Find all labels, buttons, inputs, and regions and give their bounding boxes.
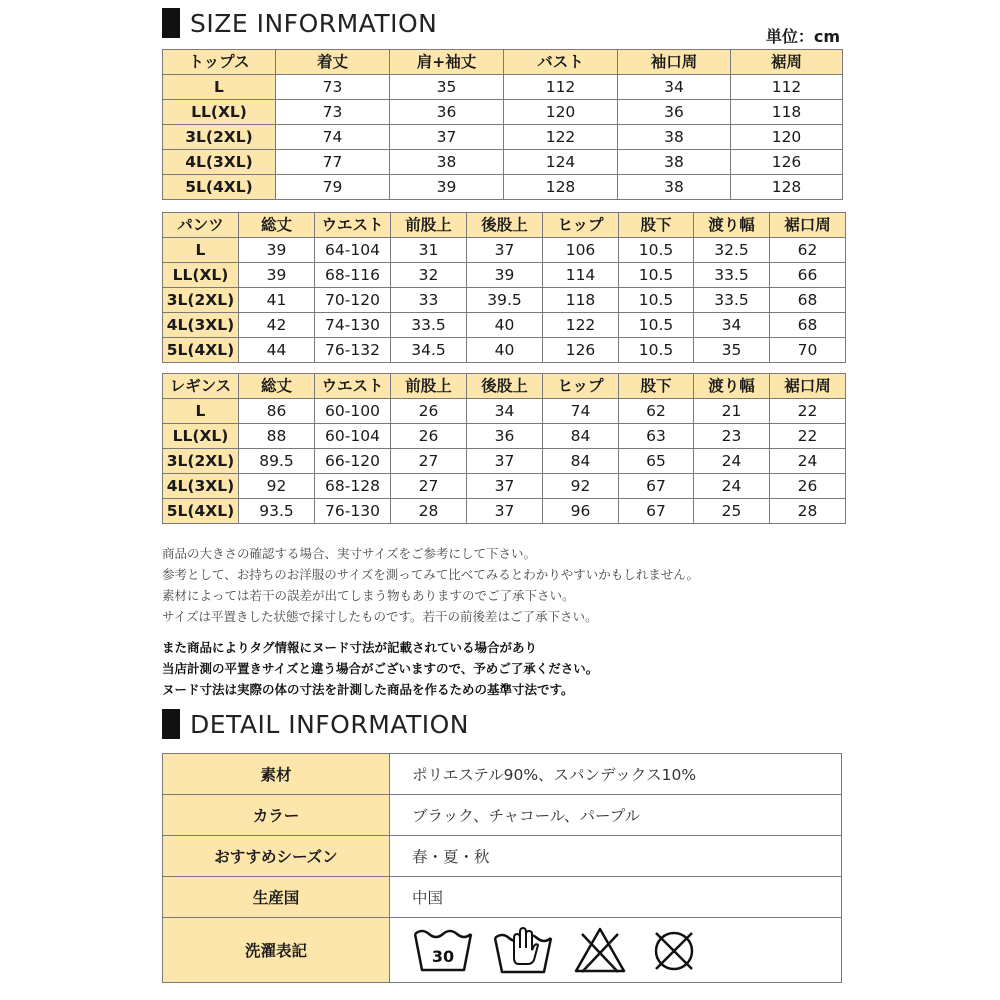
table-cell: 35 (694, 338, 770, 363)
table-cell: 10.5 (619, 288, 694, 313)
table-cell: 67 (619, 499, 694, 524)
size-label-cell: 3L(2XL) (163, 288, 239, 313)
table-cell: 44 (239, 338, 315, 363)
table-cell: 38 (390, 150, 504, 175)
table-column-header: ウエスト (315, 374, 391, 399)
tops-size-table (162, 49, 843, 200)
unit-label: 単位：cm (765, 27, 840, 46)
table-cell: 62 (619, 399, 694, 424)
table-cell: 114 (543, 263, 619, 288)
table-cell: 39 (390, 175, 504, 200)
table-cell: 36 (618, 100, 731, 125)
size-label-cell: 5L(4XL) (163, 499, 239, 524)
table-column-header: 肩+袖丈 (390, 50, 504, 75)
detail-value: ポリエステル90%、スパンデックス10% (390, 754, 842, 795)
table-cell: 33 (391, 288, 467, 313)
wash-temp-text: 30 (431, 947, 455, 966)
table-row (163, 263, 846, 288)
detail-value: 中国 (390, 877, 842, 918)
table-cell: 42 (239, 313, 315, 338)
table-category-header: レギンス (163, 374, 239, 399)
table-column-header: 後股上 (467, 374, 543, 399)
table-cell: 84 (543, 424, 619, 449)
table-cell: 27 (391, 474, 467, 499)
size-label-cell: 5L(4XL) (163, 175, 276, 200)
size-label-cell: LL(XL) (163, 263, 239, 288)
table-cell: 84 (543, 449, 619, 474)
size-label-cell: 4L(3XL) (163, 474, 239, 499)
table-cell: 26 (770, 474, 846, 499)
table-cell: 118 (731, 100, 843, 125)
table-column-header: 総丈 (239, 213, 315, 238)
table-row (163, 238, 846, 263)
hand-wash-icon (492, 924, 554, 976)
table-cell: 27 (391, 449, 467, 474)
table-cell: 86 (239, 399, 315, 424)
detail-label: おすすめシーズン (163, 836, 390, 877)
detail-label: 洗濯表記 (163, 918, 390, 983)
table-category-header: パンツ (163, 213, 239, 238)
table-cell: 10.5 (619, 313, 694, 338)
table-cell: 66 (770, 263, 846, 288)
table-column-header: 渡り幅 (694, 374, 770, 399)
table-cell: 33.5 (694, 263, 770, 288)
table-cell: 35 (390, 75, 504, 100)
table-cell: 26 (391, 399, 467, 424)
size-label-cell: L (163, 399, 239, 424)
table-cell: 34 (467, 399, 543, 424)
table-row (163, 175, 843, 200)
leggings-size-table (162, 373, 846, 524)
table-column-header: 裾口周 (770, 374, 846, 399)
table-row (163, 399, 846, 424)
table-cell: 34 (694, 313, 770, 338)
table-column-header: 裾周 (731, 50, 843, 75)
detail-label: カラー (163, 795, 390, 836)
table-cell: 67 (619, 474, 694, 499)
table-cell: 38 (618, 150, 731, 175)
table-row (163, 449, 846, 474)
table-cell: 73 (276, 100, 390, 125)
table-row (163, 474, 846, 499)
table-cell: 37 (390, 125, 504, 150)
table-row (163, 125, 843, 150)
table-cell: 38 (618, 175, 731, 200)
table-column-header: 前股上 (391, 374, 467, 399)
table-cell: 21 (694, 399, 770, 424)
table-column-header: ウエスト (315, 213, 391, 238)
note-line: 参考として、お持ちのお洋服のサイズを測ってみて比べてみるとわかりやすいかもしれません。 (162, 567, 700, 582)
table-cell: 79 (276, 175, 390, 200)
table-row (163, 75, 843, 100)
detail-table (162, 753, 842, 983)
detail-section-title: DETAIL INFORMATION (190, 709, 469, 739)
table-header-row (163, 213, 846, 238)
table-cell: 66-120 (315, 449, 391, 474)
care-icons (390, 918, 842, 983)
table-cell: 89.5 (239, 449, 315, 474)
table-cell: 22 (770, 399, 846, 424)
detail-row-season (163, 836, 842, 877)
table-cell: 32.5 (694, 238, 770, 263)
table-cell: 92 (239, 474, 315, 499)
note-line: 当店計測の平置きサイズと違う場合がございますので、予めご了承ください。 (162, 661, 599, 676)
table-cell: 93.5 (239, 499, 315, 524)
size-label-cell: 3L(2XL) (163, 125, 276, 150)
no-tumble-dry-icon (646, 924, 702, 976)
table-cell: 124 (504, 150, 618, 175)
table-cell: 68-128 (315, 474, 391, 499)
size-label-cell: 3L(2XL) (163, 449, 239, 474)
table-cell: 68-116 (315, 263, 391, 288)
table-cell: 39 (467, 263, 543, 288)
table-column-header: 股下 (619, 213, 694, 238)
table-row (163, 150, 843, 175)
size-notes (162, 543, 699, 627)
table-cell: 62 (770, 238, 846, 263)
table-cell: 32 (391, 263, 467, 288)
table-cell: 34.5 (391, 338, 467, 363)
table-cell: 10.5 (619, 338, 694, 363)
table-cell: 39 (239, 263, 315, 288)
table-cell: 77 (276, 150, 390, 175)
table-row (163, 338, 846, 363)
table-cell: 76-130 (315, 499, 391, 524)
table-cell: 120 (504, 100, 618, 125)
table-row (163, 424, 846, 449)
note-line: ヌード寸法は実際の体の寸法を計測した商品を作るための基準寸法です。 (162, 682, 574, 697)
table-cell: 128 (731, 175, 843, 200)
table-column-header: 前股上 (391, 213, 467, 238)
table-cell: 65 (619, 449, 694, 474)
table-cell: 76-132 (315, 338, 391, 363)
table-cell: 96 (543, 499, 619, 524)
note-line: また商品によりタグ情報にヌード寸法が記載されている場合があり (162, 640, 538, 655)
table-column-header: 股下 (619, 374, 694, 399)
wash-30-icon (412, 924, 474, 976)
table-cell: 40 (467, 313, 543, 338)
table-cell: 37 (467, 474, 543, 499)
table-column-header: 渡り幅 (694, 213, 770, 238)
table-row (163, 100, 843, 125)
table-cell: 74 (543, 399, 619, 424)
table-cell: 112 (504, 75, 618, 100)
table-cell: 33.5 (391, 313, 467, 338)
detail-value: 春・夏・秋 (390, 836, 842, 877)
table-cell: 126 (543, 338, 619, 363)
table-cell: 22 (770, 424, 846, 449)
table-cell: 25 (694, 499, 770, 524)
section-marker (162, 8, 180, 38)
note-line: 素材によっては若干の誤差が出てしまう物もありますのでご了承下さい。 (162, 588, 575, 603)
detail-section-header (162, 709, 469, 739)
size-label-cell: 5L(4XL) (163, 338, 239, 363)
table-cell: 122 (504, 125, 618, 150)
table-column-header: 裾口周 (770, 213, 846, 238)
table-cell: 74-130 (315, 313, 391, 338)
table-column-header: ヒップ (543, 374, 619, 399)
table-cell: 106 (543, 238, 619, 263)
size-section-title: SIZE INFORMATION (190, 8, 438, 38)
size-section-header (162, 8, 437, 38)
table-cell: 40 (467, 338, 543, 363)
table-cell: 60-100 (315, 399, 391, 424)
table-cell: 28 (770, 499, 846, 524)
table-cell: 37 (467, 449, 543, 474)
table-column-header: ヒップ (543, 213, 619, 238)
nude-size-notes (162, 637, 598, 700)
size-label-cell: L (163, 75, 276, 100)
detail-row-origin (163, 877, 842, 918)
table-cell: 118 (543, 288, 619, 313)
table-cell: 39 (239, 238, 315, 263)
table-cell: 31 (391, 238, 467, 263)
table-cell: 92 (543, 474, 619, 499)
table-cell: 122 (543, 313, 619, 338)
table-column-header: 着丈 (276, 50, 390, 75)
table-row (163, 288, 846, 313)
table-cell: 28 (391, 499, 467, 524)
table-header-row (163, 50, 843, 75)
table-cell: 120 (731, 125, 843, 150)
table-cell: 60-104 (315, 424, 391, 449)
table-category-header: トップス (163, 50, 276, 75)
table-cell: 70 (770, 338, 846, 363)
note-line: 商品の大きさの確認する場合、実寸サイズをご参考にして下さい。 (162, 546, 537, 561)
table-cell: 26 (391, 424, 467, 449)
table-row (163, 499, 846, 524)
table-cell: 36 (390, 100, 504, 125)
table-cell: 39.5 (467, 288, 543, 313)
table-cell: 24 (694, 474, 770, 499)
table-cell: 63 (619, 424, 694, 449)
table-cell: 33.5 (694, 288, 770, 313)
size-label-cell: LL(XL) (163, 100, 276, 125)
section-marker (162, 709, 180, 739)
size-label-cell: L (163, 238, 239, 263)
table-cell: 34 (618, 75, 731, 100)
table-row (163, 313, 846, 338)
table-cell: 112 (731, 75, 843, 100)
table-cell: 74 (276, 125, 390, 150)
table-cell: 126 (731, 150, 843, 175)
table-cell: 88 (239, 424, 315, 449)
table-column-header: バスト (504, 50, 618, 75)
table-cell: 37 (467, 238, 543, 263)
pants-size-table (162, 212, 846, 363)
no-bleach-icon (572, 924, 628, 976)
detail-row-color (163, 795, 842, 836)
table-cell: 70-120 (315, 288, 391, 313)
table-cell: 37 (467, 499, 543, 524)
table-cell: 24 (694, 449, 770, 474)
detail-label: 生産国 (163, 877, 390, 918)
table-column-header: 袖口周 (618, 50, 731, 75)
table-cell: 36 (467, 424, 543, 449)
detail-value: ブラック、チャコール、パープル (390, 795, 842, 836)
table-cell: 64-104 (315, 238, 391, 263)
detail-row-material (163, 754, 842, 795)
table-cell: 73 (276, 75, 390, 100)
table-cell: 68 (770, 288, 846, 313)
size-label-cell: 4L(3XL) (163, 313, 239, 338)
table-cell: 10.5 (619, 238, 694, 263)
detail-row-care (163, 918, 842, 983)
size-label-cell: 4L(3XL) (163, 150, 276, 175)
note-line: サイズは平置きした状態で採寸したものです。若干の前後差はご了承下さい。 (162, 609, 598, 624)
table-cell: 128 (504, 175, 618, 200)
table-cell: 24 (770, 449, 846, 474)
table-column-header: 総丈 (239, 374, 315, 399)
size-label-cell: LL(XL) (163, 424, 239, 449)
detail-label: 素材 (163, 754, 390, 795)
table-cell: 68 (770, 313, 846, 338)
table-column-header: 後股上 (467, 213, 543, 238)
table-header-row (163, 374, 846, 399)
table-cell: 41 (239, 288, 315, 313)
table-cell: 23 (694, 424, 770, 449)
table-cell: 10.5 (619, 263, 694, 288)
table-cell: 38 (618, 125, 731, 150)
